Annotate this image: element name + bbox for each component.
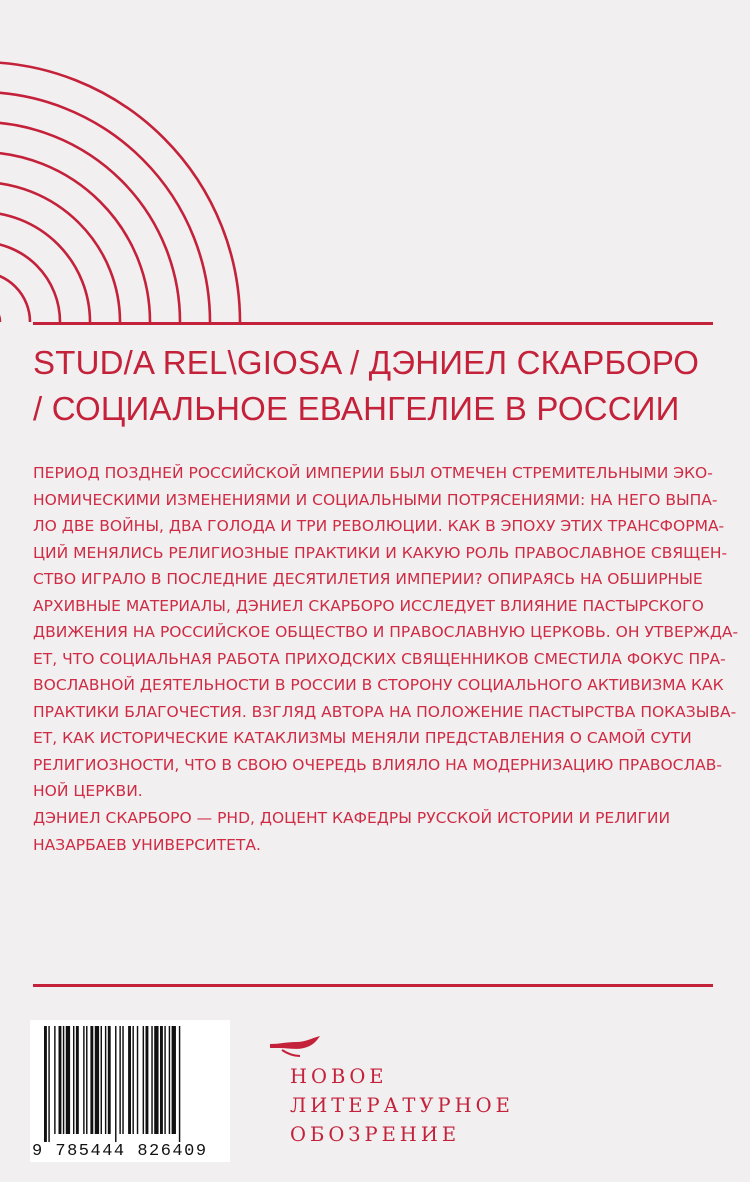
barcode-bar	[122, 1026, 123, 1134]
author-bio-line: НАЗАРБАЕВ УНИВЕРСИТЕТА.	[33, 835, 261, 854]
author-bio	[33, 805, 723, 858]
isbn-number: 9 785444 826409	[32, 1142, 208, 1161]
barcode-bar	[137, 1026, 138, 1134]
top-divider	[33, 322, 713, 325]
barcode-bar	[101, 1026, 102, 1134]
description-line: ПЕРИОД ПОЗДНЕЙ РОССИЙСКОЙ ИМПЕРИИ БЫЛ ОТМЕЧЕН СТРЕМИТЕЛЬНЫМИ ЭКО-	[33, 464, 713, 482]
barcode-bar	[59, 1026, 62, 1134]
barcode-bar	[128, 1026, 131, 1134]
barcode-bar	[108, 1026, 111, 1134]
barcode-bar	[73, 1026, 74, 1134]
publisher-line: НОВОЕ	[290, 1065, 388, 1088]
description-line: СТВО ИГРАЛО В ПОСЛЕДНИЕ ДЕСЯТИЛЕТИЯ ИМПЕРИИ? ОПИРАЯСЬ НА ОБШИРНЫЕ	[33, 570, 703, 588]
barcode-bar	[143, 1026, 144, 1134]
description-line: ЕТ, КАК ИСТОРИЧЕСКИЕ КАТАКЛИЗМЫ МЕНЯЛИ ПРЕДСТАВЛЕНИЯ О САМОЙ СУТИ	[33, 729, 692, 747]
barcode-bars	[30, 1020, 230, 1142]
description-line: ДВИЖЕНИЯ НА РОССИЙСКОЕ ОБЩЕСТВО И ПРАВОСЛАВНУЮ ЦЕРКОВЬ. ОН УТВЕРЖДА-	[33, 623, 739, 641]
barcode-bar	[90, 1026, 93, 1134]
publisher-line: ЛИТЕРАТУРНОЕ	[290, 1094, 514, 1117]
isbn-barcode	[30, 1020, 230, 1162]
series-title	[33, 340, 723, 432]
description-line: АРХИВНЫЕ МАТЕРИАЛЫ, ДЭНИЕЛ СКАРБОРО ИССЛЕДУЕТ ВЛИЯНИЕ ПАСТЫРСКОГО	[33, 596, 704, 615]
barcode-bar	[44, 1026, 47, 1142]
barcode-bar	[164, 1026, 165, 1134]
barcode-bar	[146, 1026, 149, 1134]
barcode-bar	[76, 1026, 79, 1134]
barcode-bar	[160, 1026, 163, 1134]
book-description	[33, 460, 739, 805]
author-bio-line: ДЭНИЕЛ СКАРБОРО — PHD, ДОЦЕНТ КАФЕДРЫ РУССКОЙ ИСТОРИИ И РЕЛИГИИ	[33, 809, 671, 827]
barcode-bar	[154, 1026, 158, 1134]
barcode-bar	[115, 1026, 116, 1142]
concentric-arcs-graphic	[0, 0, 750, 322]
description-line: РЕЛИГИОЗНОСТИ, ЧТО В СВОЮ ОЧЕРЕДЬ ВЛИЯЛО НА МОДЕРНИЗАЦИЮ ПРАВОСЛАВ-	[33, 755, 722, 774]
barcode-bar	[119, 1026, 120, 1134]
description-line: ЦИЙ МЕНЯЛИСЬ РЕЛИГИОЗНЫЕ ПРАКТИКИ И КАКУЮ РОЛЬ ПРАВОСЛАВНОЕ СВЯЩЕН-	[33, 543, 728, 562]
bottom-divider	[33, 984, 713, 987]
publisher-logo-mark	[268, 1034, 328, 1058]
series-title-line-2: / СОЦИАЛЬНОЕ ЕВАНГЕЛИЕ В РОССИИ	[33, 390, 680, 427]
description-line: НОЙ ЦЕРКВИ.	[33, 782, 143, 800]
barcode-bar	[132, 1026, 133, 1134]
barcode-bar	[63, 1026, 64, 1134]
description-line: ПРАКТИКИ БЛАГОЧЕСТИЯ. ВЗГЛЯД АВТОРА НА ПОЛОЖЕНИЕ ПАСТЫРСТВА ПОКАЗЫВА-	[33, 702, 737, 721]
barcode-bar	[66, 1026, 70, 1134]
barcode-bar	[95, 1026, 99, 1134]
description-line: ЛО ДВЕ ВОЙНЫ, ДВА ГОЛОДА И ТРИ РЕВОЛЮЦИИ. КАК В ЭПОХУ ЭТИХ ТРАНСФОРМА-	[33, 517, 725, 535]
publisher-name	[290, 1062, 514, 1149]
barcode-bar	[83, 1026, 84, 1134]
barcode-bar	[105, 1026, 106, 1134]
barcode-bar	[172, 1026, 176, 1134]
barcode-bar	[179, 1026, 180, 1142]
publisher-line: ОБОЗРЕНИЕ	[290, 1123, 461, 1146]
series-title-line-1: STUD/A REL\GIOSA / ДЭНИЕЛ СКАРБОРО	[33, 344, 700, 381]
barcode-bar	[169, 1026, 170, 1134]
description-line: ЕТ, ЧТО СОЦИАЛЬНАЯ РАБОТА ПРИХОДСКИХ СВЯЩЕННИКОВ СМЕСТИЛА ФОКУС ПРА-	[33, 649, 726, 668]
barcode-bar	[54, 1026, 55, 1134]
barcode-bar	[86, 1026, 87, 1134]
description-line: НОМИЧЕСКИМИ ИЗМЕНЕНИЯМИ И СОЦИАЛЬНЫМИ ПОТРЯСЕНИЯМИ: НА НЕГО ВЫПА-	[33, 490, 718, 509]
barcode-bar	[151, 1026, 152, 1134]
barcode-bar	[48, 1026, 49, 1142]
description-line: ВОСЛАВНОЙ ДЕЯТЕЛЬНОСТИ В РОССИИ В СТОРОНУ СОЦИАЛЬНОГО АКТИВИЗМА КАК	[33, 676, 724, 694]
